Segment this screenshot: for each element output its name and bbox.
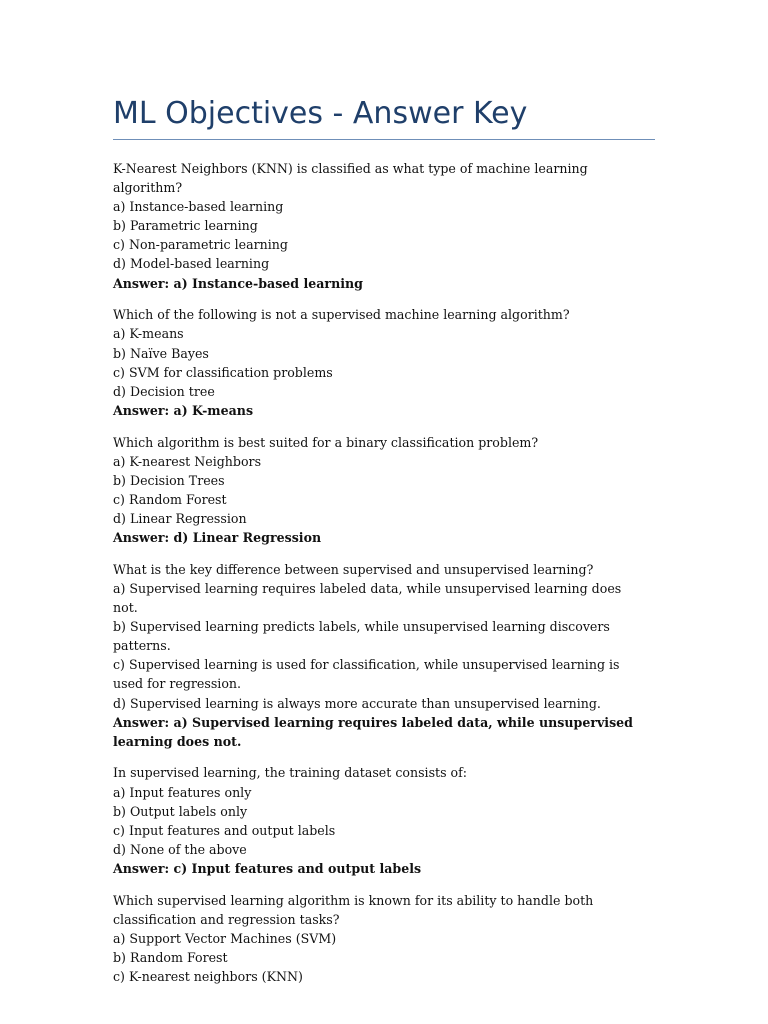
option-b: b) Naïve Bayes xyxy=(113,345,209,361)
option-c: c) Random Forest xyxy=(113,491,227,507)
option-a: a) Input features only xyxy=(113,784,252,800)
option-c: c) Supervised learning is used for classification, while unsupervised learning is used for regression. xyxy=(113,657,620,692)
question-text: What is the key difference between supervised and unsupervised learning? xyxy=(113,561,594,577)
question-text: In supervised learning, the training dataset consists of: xyxy=(113,765,468,781)
option-b: b) Supervised learning predicts labels, while unsupervised learning discovers patterns. xyxy=(113,619,610,654)
question-text: K-Nearest Neighbors (KNN) is classified as what type of machine learning algorithm? xyxy=(113,161,588,196)
option-d: d) None of the above xyxy=(113,841,247,857)
answer-text: Answer: a) K-means xyxy=(113,402,254,418)
question-item xyxy=(113,159,645,293)
answer-text: Answer: d) Linear Regression xyxy=(113,530,322,546)
option-b: b) Output labels only xyxy=(113,803,248,819)
option-a: a) K-nearest Neighbors xyxy=(113,453,262,469)
question-text: Which of the following is not a supervised machine learning algorithm? xyxy=(113,307,570,323)
option-d: d) Model-based learning xyxy=(113,256,270,272)
title-divider xyxy=(113,139,655,140)
option-d: d) Decision tree xyxy=(113,383,215,399)
question-text: Which algorithm is best suited for a binary classification problem? xyxy=(113,434,539,450)
question-text: Which supervised learning algorithm is known for its ability to handle both classification and regression tasks? xyxy=(113,892,594,927)
question-item xyxy=(113,763,645,878)
answer-text: Answer: a) Supervised learning requires labeled data, while unsupervised learning does not. xyxy=(113,714,633,749)
option-a: a) Supervised learning requires labeled data, while unsupervised learning does not. xyxy=(113,580,622,616)
option-d: d) Linear Regression xyxy=(113,510,247,526)
option-c: c) K-nearest neighbors (KNN) xyxy=(113,969,303,985)
question-item xyxy=(113,305,645,420)
option-a: a) Support Vector Machines (SVM) xyxy=(113,930,337,946)
option-b: b) Parametric learning xyxy=(113,218,258,234)
option-c: c) Non-parametric learning xyxy=(113,237,288,253)
option-b: b) Decision Trees xyxy=(113,472,225,488)
option-d: d) Supervised learning is always more accurate than unsupervised learning. xyxy=(113,695,601,711)
option-b: b) Random Forest xyxy=(113,950,228,965)
question-item xyxy=(113,891,645,986)
option-c: c) SVM for classification problems xyxy=(113,364,333,380)
answer-text: Answer: a) Instance-based learning xyxy=(113,275,363,291)
page-title: ML Objectives - Answer Key xyxy=(113,96,528,131)
option-a: a) K-means xyxy=(113,326,184,342)
option-a: a) Instance-based learning xyxy=(113,199,284,215)
option-c: c) Input features and output labels xyxy=(113,822,336,838)
answer-text: Answer: c) Input features and output labels xyxy=(113,860,422,876)
question-item xyxy=(113,433,645,548)
question-item xyxy=(113,560,645,751)
question-list xyxy=(113,159,645,999)
